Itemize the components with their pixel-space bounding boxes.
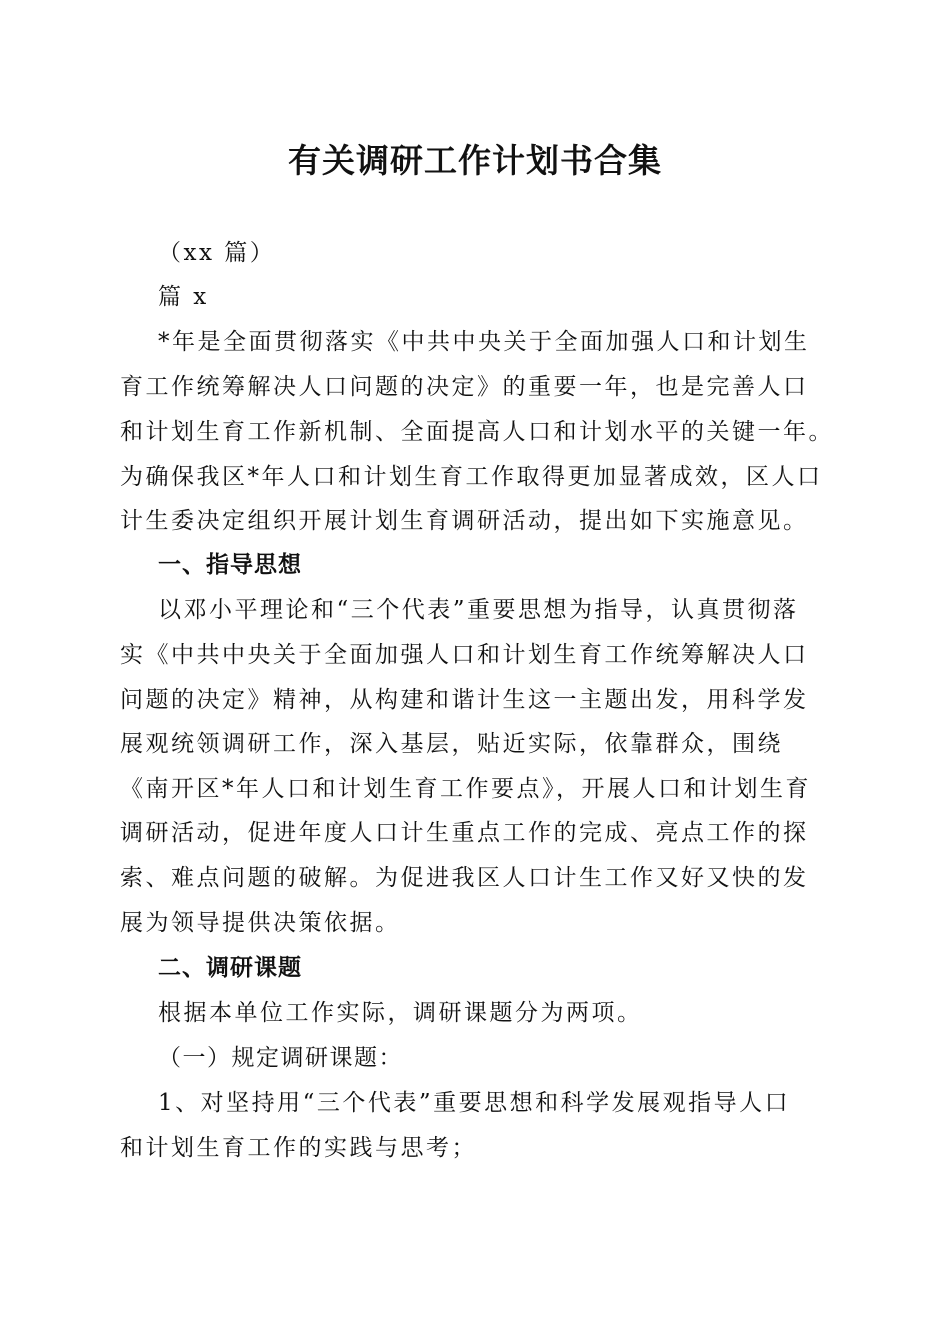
intro-line-5: 计生委决定组织开展计划生育调研活动，提出如下实施意见。 <box>120 508 809 534</box>
document-title: 有关调研工作计划书合集 <box>288 141 662 180</box>
item-1-line-2: 和计划生育工作的实践与思考； <box>120 1135 477 1161</box>
guiding-line-5: 《南开区*年人口和计划生育工作要点》，开展人口和计划生育 <box>120 776 811 802</box>
sub-heading-required-topics: （一）规定调研课题： <box>158 1045 403 1071</box>
intro-line-4: 为确保我区*年人口和计划生育工作取得更加显著成效，区人口 <box>120 464 823 490</box>
guiding-line-7: 索、难点问题的破解。为促进我区人口计生工作又好又快的发 <box>120 865 809 891</box>
guiding-line-4: 展观统领调研工作，深入基层，贴近实际，依靠群众，围绕 <box>120 731 783 757</box>
topics-intro: 根据本单位工作实际，调研课题分为两项。 <box>158 1000 643 1026</box>
heading-guiding-thought: 一、指导思想 <box>158 552 302 578</box>
guiding-line-2: 实《中共中央关于全面加强人口和计划生育工作统筹解决人口 <box>120 642 809 668</box>
document-subtitle: （xx 篇） <box>158 240 276 266</box>
guiding-line-6: 调研活动，促进年度人口计生重点工作的完成、亮点工作的探 <box>120 820 809 846</box>
intro-line-1: *年是全面贯彻落实《中共中央关于全面加强人口和计划生 <box>158 329 810 355</box>
item-1-line-1: 1、对坚持用“三个代表”重要思想和科学发展观指导人口 <box>158 1090 791 1116</box>
guiding-line-8: 展为领导提供决策依据。 <box>120 910 401 936</box>
guiding-line-1: 以邓小平理论和“三个代表”重要思想为指导，认真贯彻落 <box>158 597 799 623</box>
guiding-line-3: 问题的决定》精神，从构建和谐计生这一主题出发，用科学发 <box>120 687 809 713</box>
intro-line-2: 育工作统筹解决人口问题的决定》的重要一年，也是完善人口 <box>120 374 809 400</box>
heading-research-topics: 二、调研课题 <box>158 955 302 981</box>
intro-line-3: 和计划生育工作新机制、全面提高人口和计划水平的关键一年。 <box>120 419 834 445</box>
section-label: 篇 x <box>158 284 209 310</box>
